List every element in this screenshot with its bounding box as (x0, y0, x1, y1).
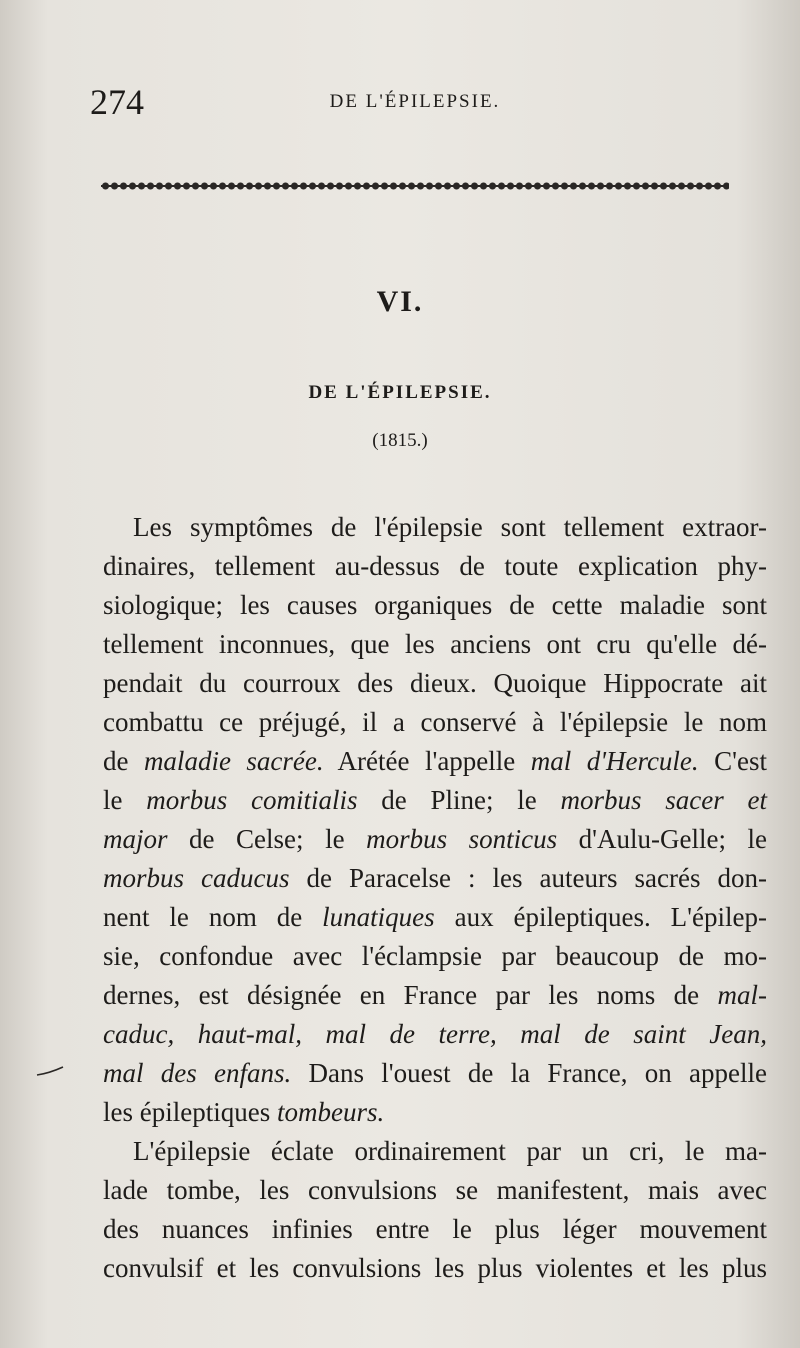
italic-term: morbus caducus (103, 863, 290, 893)
italic-term: tombeurs. (276, 1097, 385, 1127)
italic-term: mal des enfans. (103, 1058, 292, 1088)
text-line: lade tombe, les convulsions se manifestent, mais avec (103, 1175, 767, 1205)
text-line: L'épilepsie éclate ordinairement par un cri, le ma- (133, 1136, 767, 1166)
text-line (103, 742, 767, 781)
text-span: d'Aulu-Gelle; le (557, 824, 768, 854)
text-span: Arétée l'appelle (323, 746, 531, 776)
text-line: Les symptômes de l'épilepsie sont tellement extraor- (133, 512, 767, 542)
paragraph-1 (103, 508, 767, 1132)
italic-term: morbus sacer et (560, 785, 767, 815)
text-span: de Celse; le (167, 824, 367, 854)
text-span: de (103, 746, 144, 776)
text-line: pendait du courroux des dieux. Quoique Hippocrate ait (103, 668, 767, 698)
ornamental-divider (101, 179, 729, 193)
text-line (103, 859, 767, 898)
italic-term: maladie sacrée. (143, 746, 324, 776)
text-line: des nuances infinies entre le plus léger mouvement (103, 1214, 767, 1244)
text-line: caduc, haut-mal, mal de terre, mal de saint Jean, (103, 1019, 767, 1049)
italic-term: mal- (717, 980, 767, 1010)
text-line: convulsif et les convulsions les plus violentes et les plus (103, 1253, 767, 1283)
text-span: de Paracelse : les auteurs sacrés don- (289, 863, 767, 893)
chapter-title: DE L'ÉPILEPSIE. (308, 382, 492, 403)
italic-term: morbus sonticus (366, 824, 558, 854)
text-line: combattu ce préjugé, il a conservé à l'épilepsie le nom (103, 707, 767, 737)
page-number: 274 (90, 82, 144, 122)
italic-term: morbus comitialis (146, 785, 358, 815)
italic-term: mal d'Hercule. (530, 746, 699, 776)
text-line: siologique; les causes organiques de cette maladie sont (103, 590, 767, 620)
text-line (103, 1093, 767, 1132)
text-line (103, 820, 767, 859)
text-line (103, 898, 767, 937)
text-line (103, 781, 767, 820)
text-line (103, 976, 767, 1015)
text-span: les épileptiques (103, 1097, 277, 1127)
running-head: DE L'ÉPILEPSIE. (329, 91, 501, 112)
text-span: Dans l'ouest de la France, on appelle (291, 1058, 768, 1088)
text-span: C'est (698, 746, 767, 776)
italic-term: major (103, 824, 168, 854)
text-line: tellement inconnues, que les anciens ont cru qu'elle dé- (103, 629, 767, 659)
text-span: de Pline; le (357, 785, 561, 815)
pencil-mark-icon (36, 1066, 64, 1076)
italic-term: lunatiques (322, 902, 435, 932)
text-line: sie, confondue avec l'éclampsie par beaucoup de mo- (103, 941, 767, 971)
page-header (90, 82, 740, 122)
text-span: dernes, est désignée en France par les noms de (103, 980, 718, 1010)
body-text (103, 508, 767, 1288)
text-span: le (103, 785, 147, 815)
paragraph-2 (103, 1132, 767, 1288)
text-line (103, 1054, 767, 1093)
chapter-date: (1815.) (372, 430, 428, 451)
text-span: nent le nom de (103, 902, 323, 932)
chapter-number: VI. (376, 285, 424, 318)
text-span: aux épileptiques. L'épilep- (434, 902, 767, 932)
text-line: dinaires, tellement au-dessus de toute explication phy- (103, 551, 767, 581)
